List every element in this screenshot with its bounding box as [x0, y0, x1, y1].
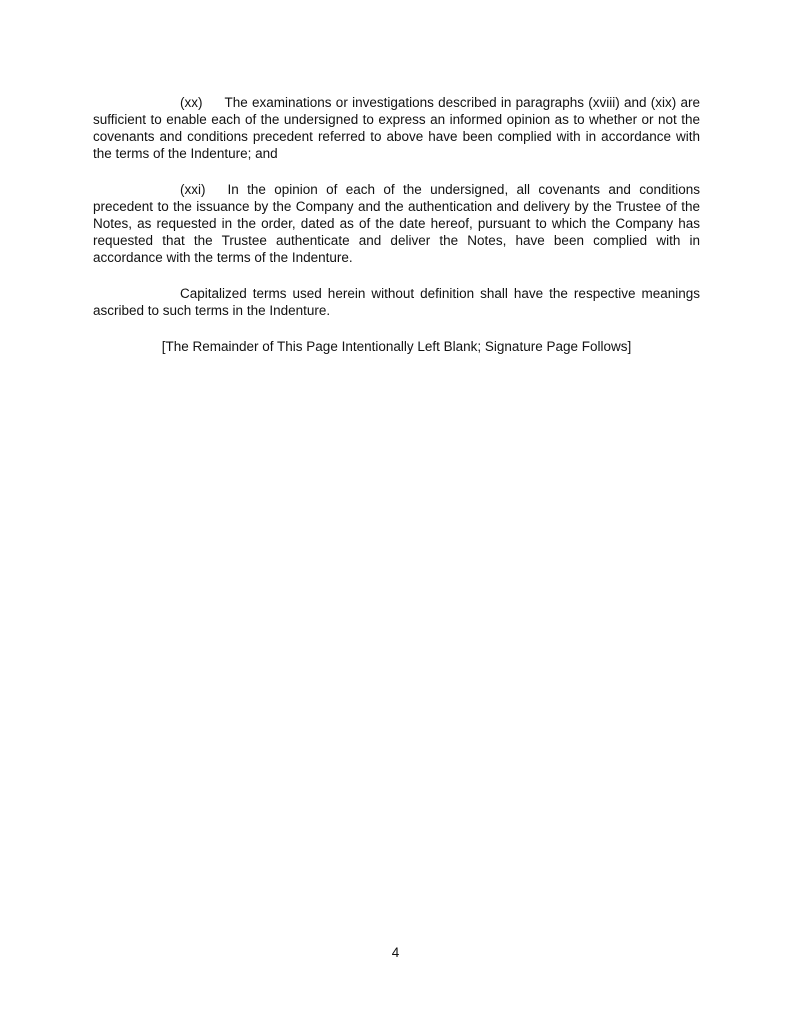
tab-spacer	[206, 193, 228, 194]
paragraph-xx-label: (xx)	[180, 95, 203, 110]
paragraph-xxi-label: (xxi)	[180, 182, 206, 197]
paragraph-xxi-text: In the opinion of each of the undersigned, all covenants and conditions precedent to the issuance by the Company and the authentication and delivery by the Trustee of the Notes, as requested in the order, dated as of the date hereof, pursuant to which the Company has requested that the Trustee authenticate and deliver the Notes, have been complied with in accordance with the terms of the Indenture.	[93, 182, 700, 265]
paragraph-xxi	[93, 181, 700, 266]
tab-spacer	[203, 106, 225, 107]
paragraph-capitalized-terms	[93, 285, 700, 319]
remainder-blank-note: [The Remainder of This Page Intentionally Left Blank; Signature Page Follows]	[161, 339, 632, 354]
paragraph-capitalized-terms-text: Capitalized terms used herein without definition shall have the respective meanings ascribed to such terms in the Indenture.	[93, 286, 700, 318]
page-number: 4	[391, 945, 400, 960]
paragraph-xx-text: The examinations or investigations described in paragraphs (xviii) and (xix) are sufficient to enable each of the undersigned to express an informed opinion as to whether or not the covenants and conditions precedent referred to above have been complied with in accordance with the terms of the Indenture; and	[93, 95, 700, 161]
paragraph-xx	[93, 94, 700, 162]
document-body	[93, 94, 700, 355]
